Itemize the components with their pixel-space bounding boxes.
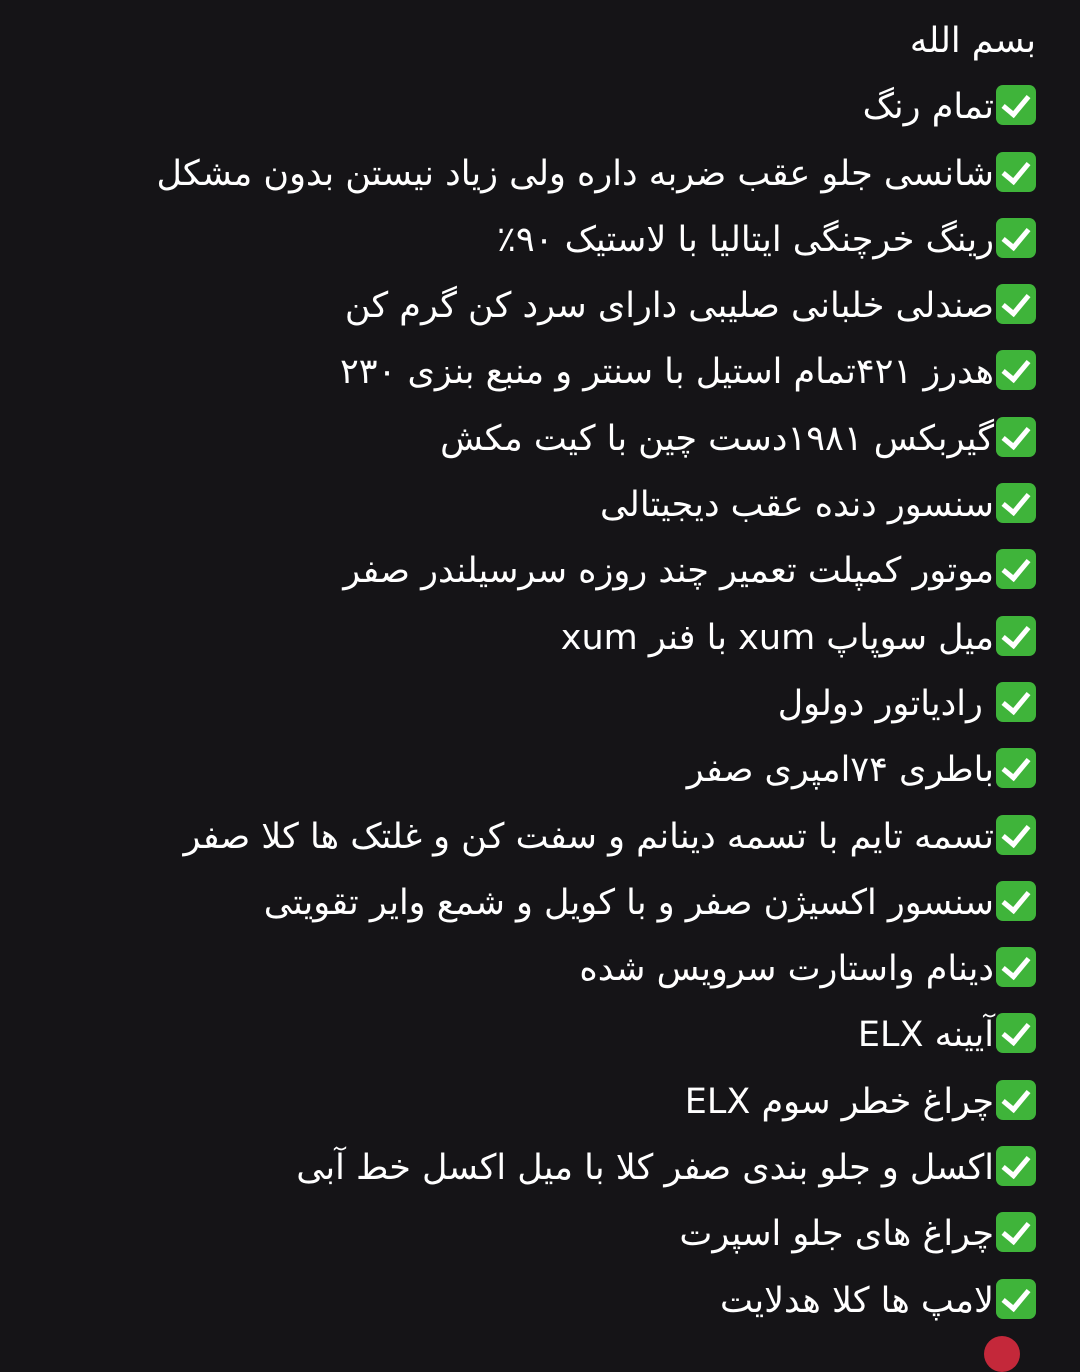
- list-item-text: چراغ خطر سوم ELX: [684, 1081, 994, 1122]
- check-mark-icon: [996, 483, 1036, 523]
- list-item: [36, 406, 1036, 472]
- list-item-text: لامپ ها کلا هدلایت: [719, 1280, 994, 1321]
- list-item: [36, 804, 1036, 870]
- check-mark-icon: [996, 350, 1036, 390]
- list-item-text: صندلی خلبانی صلیبی دارای سرد کن گرم کن: [344, 286, 994, 327]
- list-item-text: تسمه تایم با تسمه دینانم و سفت کن و غلتک ها کلا صفر: [183, 816, 994, 857]
- list-item-text: شانسی جلو عقب ضربه داره ولی زیاد نیستن بدون مشکل: [156, 153, 994, 194]
- check-mark-icon: [996, 218, 1036, 258]
- check-mark-icon: [996, 152, 1036, 192]
- list-item: [36, 273, 1036, 339]
- list-item-text: سنسور اکسیژن صفر و با کویل و شمع وایر تقویتی: [263, 882, 994, 923]
- list-item-text: سنسور دنده عقب دیجیتالی: [599, 485, 994, 526]
- message-header: بسم الله: [909, 21, 1036, 61]
- check-mark-icon: [996, 881, 1036, 921]
- check-mark-icon: [996, 1080, 1036, 1120]
- list-item-text: تمام رنگ: [862, 87, 994, 128]
- check-mark-icon: [996, 1279, 1036, 1319]
- check-mark-icon: [996, 748, 1036, 788]
- check-mark-icon: [996, 1146, 1036, 1186]
- list-item-text: میل سوپاپ xum با فنر xum: [560, 617, 994, 658]
- list-item: [36, 538, 1036, 604]
- check-mark-icon: [996, 1212, 1036, 1252]
- reaction-icon[interactable]: [984, 1336, 1020, 1372]
- check-mark-icon: [996, 284, 1036, 324]
- list-item-text: باطری ۷۴امپری صفر: [686, 750, 994, 791]
- list-item-text: هدرز ۴۲۱تمام استیل با سنتر و منبع بنزی ۲۳۰: [339, 352, 994, 393]
- list-item: [36, 74, 1036, 140]
- check-mark-icon: [996, 815, 1036, 855]
- list-item: [36, 936, 1036, 1002]
- list-item: [36, 1135, 1036, 1201]
- list-item: [36, 1268, 1036, 1334]
- message-bubble: [36, 8, 1036, 1334]
- checklist: [36, 74, 1036, 1334]
- list-item-text: رادیاتور دولول: [777, 683, 994, 724]
- list-item: [36, 141, 1036, 207]
- check-mark-icon: [996, 549, 1036, 589]
- list-item: [36, 870, 1036, 936]
- list-item: [36, 1069, 1036, 1135]
- list-item-text: دینام واستارت سرویس شده: [579, 949, 994, 990]
- list-item: [36, 1201, 1036, 1267]
- list-item: [36, 1002, 1036, 1068]
- check-mark-icon: [996, 417, 1036, 457]
- list-item-text: موتور کمپلت تعمیر چند روزه سرسیلندر صفر: [343, 551, 994, 592]
- check-mark-icon: [996, 947, 1036, 987]
- list-item: [36, 671, 1036, 737]
- list-item-text: گیربکس ۱۹۸۱دست چین با کیت مکش: [440, 418, 994, 459]
- check-mark-icon: [996, 1013, 1036, 1053]
- list-item: [36, 207, 1036, 273]
- list-item-text: اکسل و جلو بندی صفر کلا با میل اکسل خط آبی: [296, 1148, 994, 1189]
- check-mark-icon: [996, 85, 1036, 125]
- list-item: [36, 472, 1036, 538]
- list-item-text: آیینه ELX: [857, 1015, 994, 1056]
- list-item: [36, 605, 1036, 671]
- check-mark-icon: [996, 682, 1036, 722]
- check-mark-icon: [996, 616, 1036, 656]
- list-item-text: چراغ های جلو اسپرت: [679, 1214, 994, 1255]
- list-item-text: رینگ خرچنگی ایتالیا با لاستیک ۹۰٪: [497, 219, 994, 260]
- list-item: [36, 737, 1036, 803]
- list-item: [36, 339, 1036, 405]
